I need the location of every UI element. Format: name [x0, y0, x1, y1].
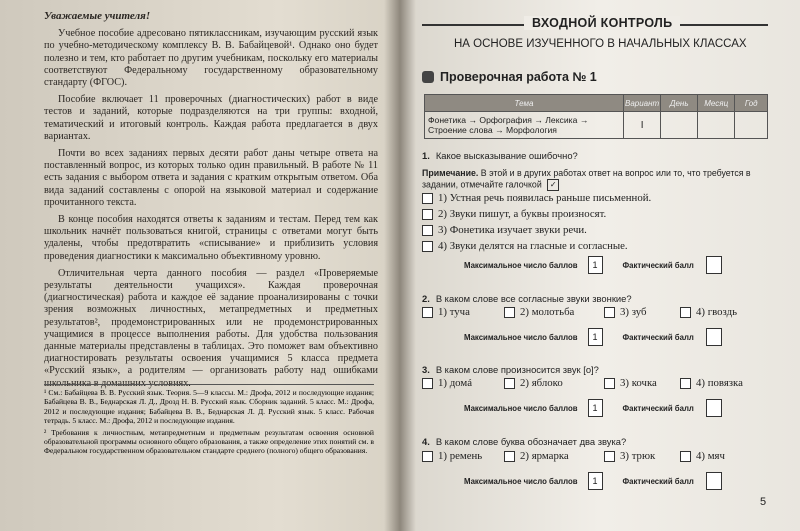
checkbox[interactable] [504, 451, 515, 462]
option[interactable] [422, 192, 651, 204]
checkbox[interactable] [422, 225, 433, 236]
month-cell[interactable] [698, 112, 735, 139]
question-text: Какое высказывание ошибочно? [435, 150, 578, 161]
score-row [464, 256, 722, 274]
checkbox[interactable] [680, 451, 691, 462]
header-title: ВХОДНОЙ КОНТРОЛЬ [524, 16, 680, 30]
question-text: В каком слове произносится звук [о]? [435, 364, 599, 375]
option[interactable] [604, 377, 657, 389]
note [422, 168, 762, 191]
work-title [422, 70, 597, 84]
day-cell[interactable] [661, 112, 698, 139]
option[interactable] [422, 224, 587, 236]
option[interactable] [680, 377, 743, 389]
max-score-value: 1 [588, 328, 603, 346]
score-row [464, 472, 722, 490]
work-title-text: Проверочная работа № 1 [440, 70, 597, 84]
max-score-label: Максимальное число баллов [464, 476, 578, 486]
option-label: 1) ремень [438, 450, 483, 462]
checkbox[interactable] [422, 378, 433, 389]
checkbox[interactable] [604, 451, 615, 462]
fact-score-box[interactable] [706, 256, 722, 274]
question-number: 2. [422, 293, 430, 304]
option-label: 1) домá [438, 377, 473, 389]
footnotes [44, 384, 374, 458]
table-header: Тема [425, 95, 624, 112]
option-label: 4) Звуки делятся на гласные и согласные. [438, 240, 628, 252]
topic-line: Фонетика → Орфография → Лексика → [428, 115, 589, 125]
option[interactable] [422, 306, 470, 318]
option[interactable] [604, 306, 646, 318]
question-text: В каком слове все согласные звуки звонкие? [435, 293, 632, 304]
max-score-value: 1 [588, 399, 603, 417]
score-row [464, 328, 722, 346]
option-label: 3) кочка [620, 377, 657, 389]
paragraph: Учебное пособие адресовано пятиклассникам, изучающим русский язык по учебно-методическому комплексу В. В. Бабайцевой¹. Однако оно будет полезно и тем, кто работает по другим учебникам, поскольку его материалы соответствуют Федеральному государственному образовательному стандарту (ФГОС). [44, 28, 378, 89]
option-label: 4) мяч [696, 450, 725, 462]
variant-cell: I [624, 112, 661, 139]
option[interactable] [680, 306, 737, 318]
paragraph: Пособие включает 11 проверочных (диагностических) работ в виде тестов и заданий, которые подразделяются на три группы: входной, тематический и итоговый контроль. Каждая работа предлагается в двух вариантах. [44, 94, 378, 142]
option[interactable] [422, 450, 482, 462]
year-cell[interactable] [735, 112, 768, 139]
checkbox[interactable] [422, 451, 433, 462]
question-text: В каком слове буква обозначает два звука? [435, 436, 627, 447]
right-page [404, 0, 800, 531]
option-label: 1) Устная речь появилась раньше письменной. [438, 192, 652, 204]
option-label: 4) гвоздь [696, 306, 738, 318]
topic-table [424, 94, 768, 139]
checkbox[interactable] [604, 307, 615, 318]
option-label: 4) повязка [696, 377, 743, 389]
question-1 [422, 150, 578, 161]
checkbox[interactable] [422, 209, 433, 220]
table-header: День [661, 95, 698, 112]
option-label: 3) трюк [620, 450, 656, 462]
max-score-value: 1 [588, 472, 603, 490]
checkbox[interactable] [680, 378, 691, 389]
footnote: ² Требования к личностным, метапредметным и предметным результатам освоения основной образовательной программы основного общего образования, а также определение этих понятий см. в Федеральном государственном образовательном стандарте среднего (полного) общего образования. [44, 427, 374, 456]
checkbox[interactable] [422, 193, 433, 204]
option-label: 3) Фонетика изучает звуки речи. [438, 224, 587, 236]
checkbox[interactable] [680, 307, 691, 318]
option-label: 3) зуб [620, 306, 647, 318]
question-number: 1. [422, 150, 430, 161]
question-3 [422, 364, 599, 375]
option[interactable] [422, 208, 606, 220]
fact-score-label: Фактический балл [622, 332, 694, 342]
checkbox[interactable] [422, 307, 433, 318]
fact-score-label: Фактический балл [622, 476, 694, 486]
table-header: Вариант [624, 95, 661, 112]
option[interactable] [504, 450, 569, 462]
fact-score-box[interactable] [706, 328, 722, 346]
option[interactable] [504, 377, 563, 389]
paragraph: Отличительная черта данного пособия — раздел «Проверяемые результаты деятельности учащихся». Каждая проверочная (диагностическая) работа и каждое её задание проанализированы с точки зрения возможных личностных, метапредметных и предметных результатов², продемонстрированных или не продемонстрированных учащимися в процессе выполнения работы. Для удобства пользования данные материалы представлены в таблицах. Это поможет вам объективно диагностировать результаты освоения учащимися 5 класса предмета «Русский язык», а родителям — организовать работу над ошибками школьника в домашних условиях. [44, 267, 378, 389]
topic-line: Строение слова → Морфология [428, 125, 557, 135]
option[interactable] [680, 450, 725, 462]
paragraph: В конце пособия находятся ответы к заданиям и тестам. Перед тем как школьник начнёт пользоваться книгой, страницы с ответами могут быть удалены, чтобы предотвратить «списывание» и приблизить условия проведения диагностики к максимально объективному уровню. [44, 214, 378, 262]
question-number: 4. [422, 436, 430, 447]
option-label: 2) яблоко [520, 377, 563, 389]
table-header: Месяц [698, 95, 735, 112]
option[interactable] [422, 240, 628, 252]
max-score-label: Максимальное число баллов [464, 403, 578, 413]
max-score-value: 1 [588, 256, 603, 274]
question-4 [422, 436, 626, 447]
footnote: ¹ См.: Бабайцева В. В. Русский язык. Теория. 5—9 классы. М.: Дрофа, 2012 и последующие издания; Бабайцева В. В., Беднарская Л. Д., Дрозд Н. В. Русский язык. Сборник заданий. 5 класс. М.: Дрофа, 2012 и последующие издания; Бабайцева В. В., Беднарская Л. Д. Русский язык. 5 класс. Рабочая тетрадь. 5 класс. М.: Дрофа, 2012 и последующие издания. [44, 388, 374, 426]
check-icon: ✓ [547, 179, 559, 191]
checkbox[interactable] [422, 241, 433, 252]
option-label: 2) Звуки пишут, а буквы произносят. [438, 208, 607, 220]
question-2 [422, 293, 632, 304]
checkbox[interactable] [504, 378, 515, 389]
max-score-label: Максимальное число баллов [464, 260, 578, 270]
option-label: 1) туча [438, 306, 470, 318]
greeting: Уважаемые учителя! [44, 10, 151, 22]
question-number: 3. [422, 364, 430, 375]
fact-score-box[interactable] [706, 399, 722, 417]
option-label: 2) ярмарка [520, 450, 569, 462]
fact-score-label: Фактический балл [622, 260, 694, 270]
option-label: 2) молотьба [520, 306, 575, 318]
fact-score-label: Фактический балл [622, 403, 694, 413]
note-text: В этой и в других работах ответ на вопрос или то, что требуется в задании, отмечайте галочкой [422, 168, 751, 190]
score-row [464, 399, 722, 417]
checkbox[interactable] [604, 378, 615, 389]
page-number: 5 [760, 496, 767, 508]
header-subtitle: НА ОСНОВЕ ИЗУЧЕННОГО В НАЧАЛЬНЫХ КЛАССАХ [454, 38, 747, 50]
option[interactable] [604, 450, 655, 462]
option[interactable] [422, 377, 472, 389]
option[interactable] [504, 306, 574, 318]
fact-score-box[interactable] [706, 472, 722, 490]
paragraph: Почти во всех заданиях первых десяти работ даны четыре ответа на поставленный вопрос, из которых только один правильный. В работе № 11 есть задания с выбором ответа и задания с кратким открытым ответом. Оба вида заданий составлены с опорой на языковой материал и содержание прочитанного текста. [44, 148, 378, 208]
table-header: Год [735, 95, 768, 112]
clipboard-icon [422, 71, 434, 83]
max-score-label: Максимальное число баллов [464, 332, 578, 342]
topic-cell [425, 112, 624, 139]
checkbox[interactable] [504, 307, 515, 318]
note-label: Примечание. [422, 168, 479, 178]
